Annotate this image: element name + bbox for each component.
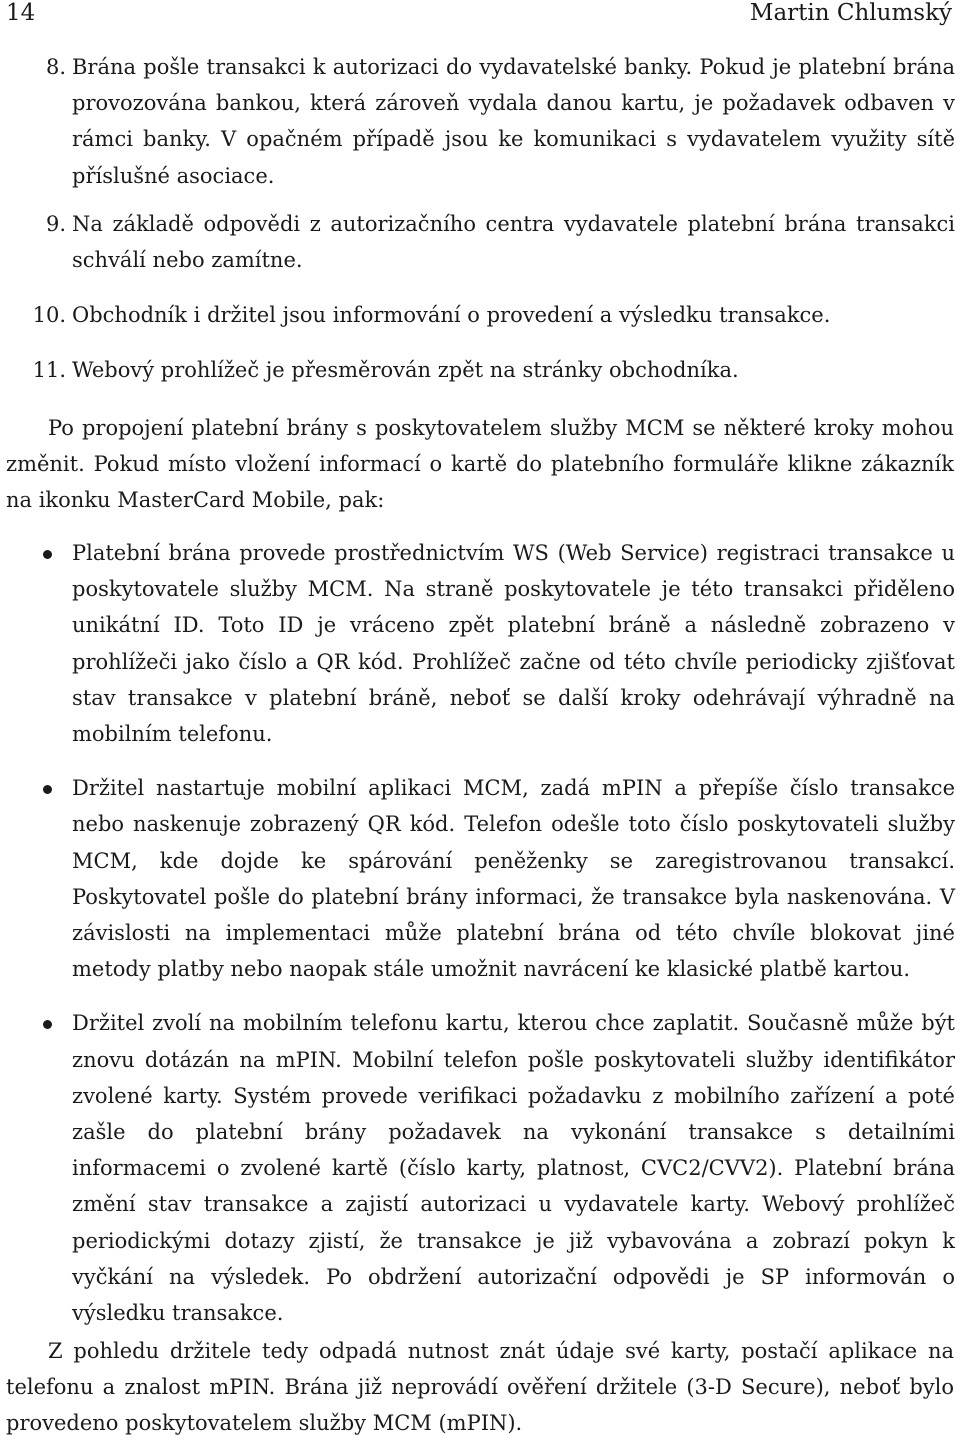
step-text: Webový prohlížeč je přesměrován zpět na stránky obchodníka. — [72, 358, 739, 382]
step-text: Obchodník i držitel jsou informování o provedení a výsledku transakce. — [72, 303, 831, 327]
bullet-list — [0, 535, 955, 1349]
bullet-dot-icon — [43, 785, 52, 794]
page-number: 14 — [6, 0, 36, 26]
bullet-dot-icon — [43, 1020, 52, 1029]
numbered-steps — [0, 297, 955, 333]
step-item — [0, 352, 955, 388]
intro-paragraph: Po propojení platební brány s poskytovatelem služby MCM se některé kroky mohou změnit. Pokud místo vložení informací o kartě do platebního formuláře klikne zákazník na ikonku MasterCard Mobile, pak: — [6, 416, 954, 513]
bullet-item — [0, 1005, 955, 1331]
step-item — [0, 49, 955, 194]
numbered-steps — [0, 352, 955, 388]
step-text: Brána pošle transakci k autorizaci do vydavatelské banky. Pokud je platební brána provozována bankou, která zároveň vydala danou kartu, je požadavek odbaven v rámci banky. V opačném případě jsou ke komunikaci s vydavatelem využity sítě příslušné asociace. — [72, 55, 955, 188]
closing-paragraph: Z pohledu držitele tedy odpadá nutnost znát údaje své karty, postačí aplikace na telefonu a znalost mPIN. Brána již neprovádí ověření držitele (3-D Secure), neboť bylo provedeno poskytovatelem služby MCM (mPIN). — [6, 1339, 954, 1436]
numbered-steps — [0, 206, 955, 278]
bullet-dot-icon — [43, 550, 52, 559]
step-number: 11. — [32, 358, 66, 382]
step-number: 9. — [45, 212, 66, 236]
bullet-item — [0, 535, 955, 752]
step-item — [0, 297, 955, 333]
step-number: 10. — [32, 303, 66, 327]
bullet-item — [0, 770, 955, 987]
bullet-text: Držitel zvolí na mobilním telefonu kartu, kterou chce zaplatit. Současně může být znovu dotázán na mPIN. Mobilní telefon pošle poskytovateli služby identifikátor zvolené karty. Systém provede verifikaci požadavku z mobilního zařízení a poté zašle do platební brány požadavek na vykonání transakce s detailními informacemi o zvolené kartě (číslo karty, platnost, CVC2/CVV2). Platební brána změní stav transakce a zajistí autorizaci u vydavatele karty. Webový prohlížeč periodickými dotazy zjistí, že transakce je již vybavována a zobrazí pokyn k vyčkání na výsledek. Po obdržení autorizační odpovědi je SP informován o výsledku transakce. — [72, 1011, 955, 1326]
running-author: Martin Chlumský — [749, 0, 952, 26]
bullet-text: Držitel nastartuje mobilní aplikaci MCM, zadá mPIN a přepíše číslo transakce nebo naskenuje zobrazený QR kód. Telefon odešle toto číslo poskytovateli služby MCM, kde dojde ke spárování peněženky se zaregistrovanou transakcí. Poskytovatel pošle do platební brány informaci, že transakce byla naskenována. V závislosti na implementaci může platební brána od této chvíle blokovat jiné metody platby nebo naopak stále umožnit navrácení ke klasické platbě kartou. — [72, 776, 955, 982]
numbered-steps — [0, 49, 955, 194]
step-text: Na základě odpovědi z autorizačního centra vydavatele platební brána transakci schválí nebo zamítne. — [72, 212, 955, 273]
running-header — [6, 0, 952, 30]
bullet-text: Platební brána provede prostřednictvím WS (Web Service) registraci transakce u poskytovatele služby MCM. Na straně poskytovatele je této transakci přiděleno unikátní ID. Toto ID je vráceno zpět platební bráně a následně zobrazeno v prohlížeči jako číslo a QR kód. Prohlížeč začne od této chvíle periodicky zjišťovat stav transakce v platební bráně, neboť se další kroky odehrávají výhradně na mobilním telefonu. — [72, 541, 955, 747]
step-item — [0, 206, 955, 278]
step-number: 8. — [45, 55, 66, 79]
